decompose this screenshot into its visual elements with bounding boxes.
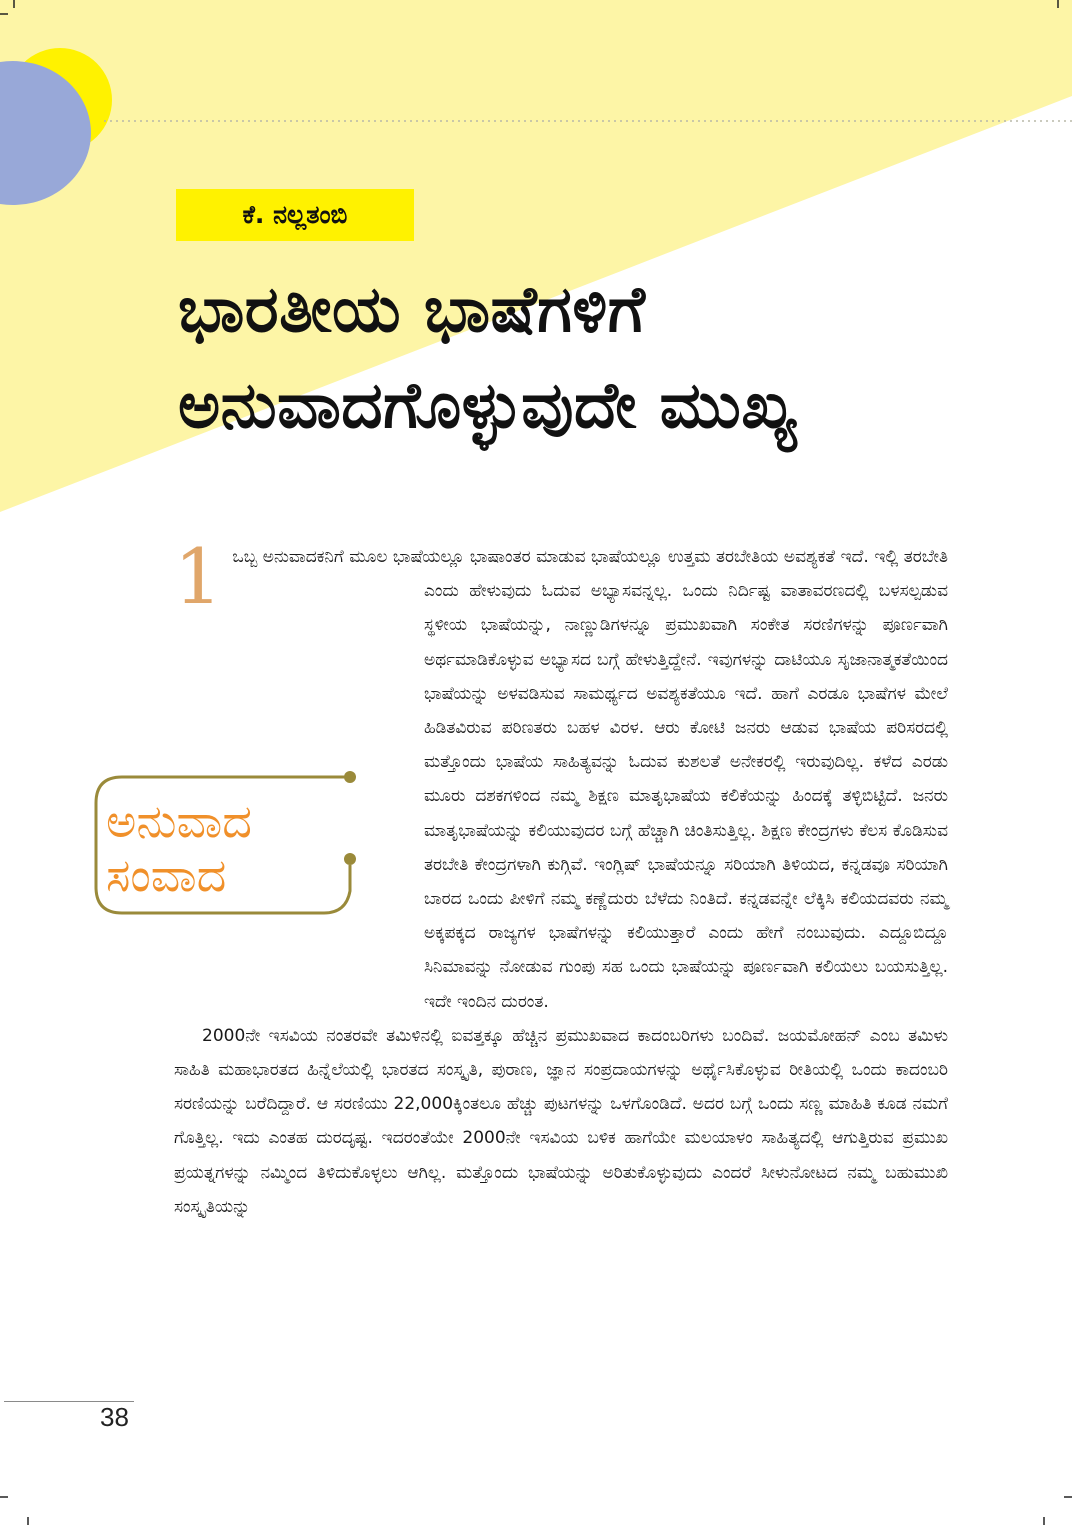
article-body — [174, 532, 948, 1224]
logo-line-1: ಅನುವಾದ — [106, 794, 253, 848]
title-line-2: ಅನುವಾದಗೊಳ್ಳುವುದೇ ಮುಖ್ಯ — [178, 369, 798, 443]
page-number: 38 — [100, 1402, 129, 1432]
logo-line-2: ಸಂವಾದ — [106, 848, 227, 902]
drop-cap: 1 — [174, 532, 223, 621]
article-title — [178, 262, 1038, 454]
paragraph-1-text: ಒಬ್ಬ ಅನುವಾದಕನಿಗೆ ಮೂಲ ಭಾಷೆಯಲ್ಲೂ ಭಾಷಾಂತರ ಮಾಡುವ ಭಾಷೆಯಲ್ಲೂ ಉತ್ತಮ ತರಬೇತಿಯ ಅವಶ್ಯಕತೆ ಇದೆ. ಇಲ್ಲಿ ತರಬೇತಿ ಎಂದು ಹೇಳುವುದು ಓದುವ ಅಭ್ಯಾಸವನ್ನಲ್ಲ. ಒಂದು ನಿರ್ದಿಷ್ಟ ವಾತಾವರಣದಲ್ಲಿ ಬಳಸಲ್ಪಡುವ ಸ್ಥಳೀಯ ಭಾಷೆಯನ್ನು, ನಾಣ್ಣುಡಿಗಳನ್ನೂ ಪ್ರಮುಖವಾಗಿ ಸಂಕೇತ ಸರಣಿಗಳನ್ನು ಪೂರ್ಣವಾಗಿ ಅರ್ಥಮಾಡಿಕೊಳ್ಳುವ ಅಭ್ಯಾಸದ ಬಗ್ಗೆ ಹೇಳುತ್ತಿದ್ದೇನೆ. ಇವುಗಳನ್ನು ದಾಟಿಯೂ ಸೃಜಾನಾತ್ಮಕತೆಯಿಂದ ಭಾಷೆಯನ್ನು ಅಳವಡಿಸುವ ಸಾಮರ್ಥ್ಯದ ಅವಶ್ಯಕತೆಯೂ ಇದೆ. ಹಾಗೆ ಎರಡೂ ಭಾಷೆಗಳ ಮೇಲೆ ಹಿಡಿತವಿರುವ ಪರಿಣತರು ಬಹಳ ವಿರಳ. ಆರು ಕೋಟಿ ಜನರು ಆಡುವ ಭಾಷೆಯ ಪರಿಸರದಲ್ಲಿ ಮತ್ತೊಂದು ಭಾಷೆಯ ಸಾಹಿತ್ಯವನ್ನು ಓದುವ ಕುಶಲತೆ ಅನೇಕರಲ್ಲಿ ಇರುವುದಿಲ್ಲ. ಕಳೆದ ಎರಡು ಮೂರು ದಶಕಗಳಿಂದ ನಮ್ಮ ಶಿಕ್ಷಣ ಮಾತೃಭಾಷೆಯ ಕಲಿಕೆಯನ್ನು ಹಿಂದಕ್ಕೆ ತಳ್ಳಿಬಿಟ್ಟಿದೆ. ಜನರು ಮಾತೃಭಾಷೆಯನ್ನು ಕಲಿಯುವುದರ ಬಗ್ಗೆ ಹೆಚ್ಚಾಗಿ ಚಿಂತಿಸುತ್ತಿಲ್ಲ. ಶಿಕ್ಷಣ ಕೇಂದ್ರಗಳು ಕೆಲಸ ಕೊಡಿಸುವ ತರಬೇತಿ ಕೇಂದ್ರಗಳಾಗಿ ಕುಗ್ಗಿವೆ. ಇಂಗ್ಲಿಷ್ ಭಾಷೆಯನ್ನೂ ಸರಿಯಾಗಿ ತಿಳಿಯದ, ಕನ್ನಡವೂ ಸರಿಯಾಗಿ ಬಾರದ ಒಂದು ಪೀಳಿಗೆ ನಮ್ಮ ಕಣ್ಣೆದುರು ಬೆಳೆದು ನಿಂತಿದೆ. ಕನ್ನಡವನ್ನೇ ಲೆಕ್ಕಿಸಿ ಕಲಿಯದವರು ನಮ್ಮ ಅಕ್ಕಪಕ್ಕದ ರಾಜ್ಯಗಳ ಭಾಷೆಗಳನ್ನು ಕಲಿಯುತ್ತಾರೆ ಎಂದು ಹೇಗೆ ನಂಬುವುದು. ಎದ್ದೂಬಿದ್ದೂ ಸಿನಿಮಾವನ್ನು ನೋಡುವ ಗುಂಪು ಸಹ ಒಂದು ಭಾಷೆಯನ್ನು ಪೂರ್ಣವಾಗಿ ಕಲಿಯಲು ಬಯಸುತ್ತಿಲ್ಲ. ಇದೇ ಇಂದಿನ ದುರಂತ. — [232, 547, 948, 1012]
paragraph-2: 2000ನೇ ಇಸವಿಯ ನಂತರವೇ ತಮಿಳಿನಲ್ಲಿ ಐವತ್ತಕ್ಕೂ ಹೆಚ್ಚಿನ ಪ್ರಮುಖವಾದ ಕಾದಂಬರಿಗಳು ಬಂದಿವೆ. ಜಯಮೋಹನ್ ಎಂಬ ತಮಿಳು ಸಾಹಿತಿ ಮಹಾಭಾರತದ ಹಿನ್ನೆಲೆಯಲ್ಲಿ ಭಾರತದ ಸಂಸ್ಕೃತಿ, ಪುರಾಣ, ಜ್ಞಾನ ಸಂಪ್ರದಾಯಗಳನ್ನು ಅರ್ಥೈಸಿಕೊಳ್ಳುವ ರೀತಿಯಲ್ಲಿ ಒಂದು ಕಾದಂಬರಿ ಸರಣಿಯನ್ನು ಬರೆದಿದ್ದಾರೆ. ಆ ಸರಣಿಯು 22,000ಕ್ಕಿಂತಲೂ ಹೆಚ್ಚು ಪುಟಗಳನ್ನು ಒಳಗೊಂಡಿದೆ. ಅದರ ಬಗ್ಗೆ ಒಂದು ಸಣ್ಣ ಮಾಹಿತಿ ಕೂಡ ನಮಗೆ ಗೊತ್ತಿಲ್ಲ. ಇದು ಎಂತಹ ದುರದೃಷ್ಟ. ಇದರಂತೆಯೇ 2000ನೇ ಇಸವಿಯ ಬಳಿಕ ಹಾಗೆಯೇ ಮಲಯಾಳಂ ಸಾಹಿತ್ಯದಲ್ಲಿ ಆಗುತ್ತಿರುವ ಪ್ರಮುಖ ಪ್ರಯತ್ನಗಳನ್ನು ನಮ್ಮಿಂದ ತಿಳಿದುಕೊಳ್ಳಲು ಆಗಿಲ್ಲ. ಮತ್ತೊಂದು ಭಾಷೆಯನ್ನು ಅರಿತುಕೊಳ್ಳುವುದು ಎಂದರೆ ಸೀಳುನೋಟದ ನಮ್ಮ ಬಹುಮುಖಿ ಸಂಸ್ಕೃತಿಯನ್ನು — [174, 1025, 948, 1217]
author-name: ಕೆ. ನಲ್ಲತಂಬಿ — [176, 189, 414, 241]
title-line-1: ಭಾರತೀಯ ಭಾಷೆಗಳಿಗೆ — [178, 273, 646, 347]
logo-wrap-spacer — [172, 812, 414, 1017]
paragraph-1 — [174, 532, 948, 1019]
